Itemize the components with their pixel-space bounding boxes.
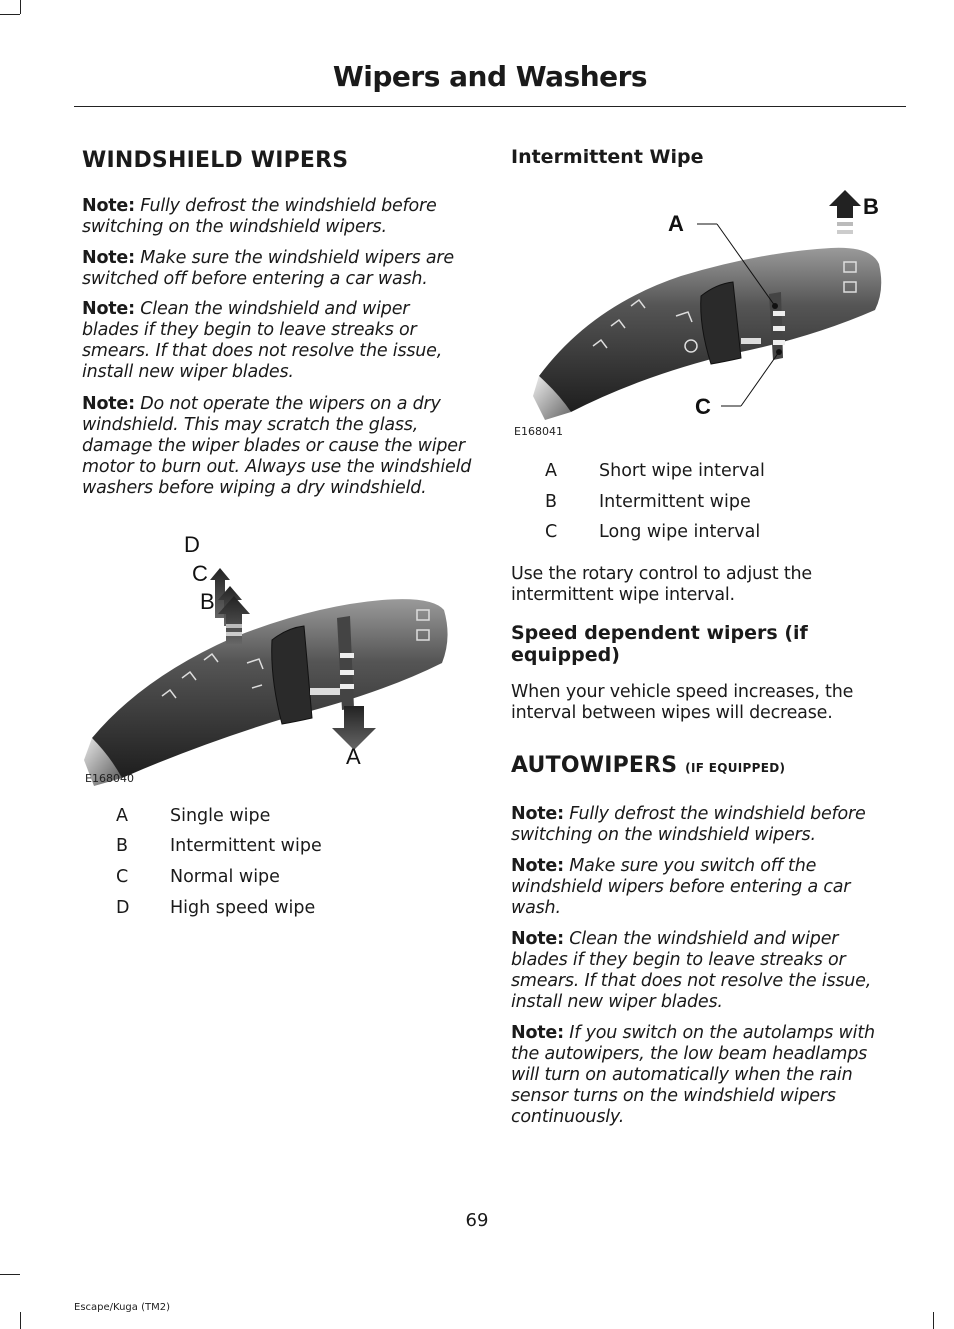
page-title: Wipers and Washers	[332, 60, 648, 93]
crop-mark	[0, 1274, 20, 1275]
note-paragraph: Note: Clean the windshield and wiper blades if they begin to leave streaks or smears. If that does not resolve the issue, install new wiper blades.	[82, 299, 443, 382]
note-paragraph: Note: Make sure you switch off the windshield wipers before entering a car wash.	[511, 856, 851, 918]
wiper-stalk-illustration	[82, 528, 472, 790]
callout-b: B	[200, 589, 215, 614]
note-paragraph: Note: Make sure the windshield wipers are switched off before entering a car wash.	[82, 248, 454, 289]
callout-d: D	[184, 532, 200, 557]
intermittent-stalk-illustration	[511, 186, 896, 442]
callout-a: A	[346, 744, 361, 769]
crop-mark	[20, 0, 21, 14]
windshield-wipers-heading: WINDSHIELD WIPERS	[82, 148, 349, 173]
crop-mark	[0, 14, 20, 15]
note-paragraph: Note: Do not operate the wipers on a dry windshield. This may scratch the glass, damage the wiper blades or cause the wiper motor to burn out. Always use the windshield washers before wiping a dry windshield.	[82, 394, 472, 498]
crop-mark	[933, 1312, 934, 1329]
autowipers-heading: AUTOWIPERS (IF EQUIPPED)	[511, 753, 786, 778]
rotary-control-text: Use the rotary control to adjust the intermittent wipe interval.	[511, 564, 812, 605]
callout-a: A	[668, 211, 684, 236]
callout-c: C	[192, 561, 208, 586]
figure-code: E168041	[514, 425, 563, 438]
speed-dependent-heading: Speed dependent wipers (if equipped)	[511, 622, 808, 666]
callout-c: C	[695, 394, 711, 419]
note-paragraph: Note: Clean the windshield and wiper blades if they begin to leave streaks or smears. If that does not resolve the issue, install new wiper blades.	[511, 929, 872, 1012]
crop-mark	[20, 1312, 21, 1329]
footer-model: Escape/Kuga (TM2)	[74, 1302, 170, 1313]
note-paragraph: Note: Fully defrost the windshield before switching on the windshield wipers.	[82, 196, 437, 237]
page-number: 69	[465, 1210, 489, 1231]
callout-b: B	[863, 194, 879, 219]
header-divider	[74, 106, 906, 107]
figure-code: E168040	[85, 772, 134, 785]
note-paragraph: Note: Fully defrost the windshield before switching on the windshield wipers.	[511, 804, 866, 845]
note-paragraph: Note: If you switch on the autolamps with the autowipers, the low beam headlamps will turn on automatically when the rain sensor turns on the windshield wipers continuously.	[511, 1023, 875, 1127]
intermittent-wipe-heading: Intermittent Wipe	[511, 146, 704, 168]
speed-dependent-text: When your vehicle speed increases, the interval between wipes will decrease.	[511, 682, 854, 723]
